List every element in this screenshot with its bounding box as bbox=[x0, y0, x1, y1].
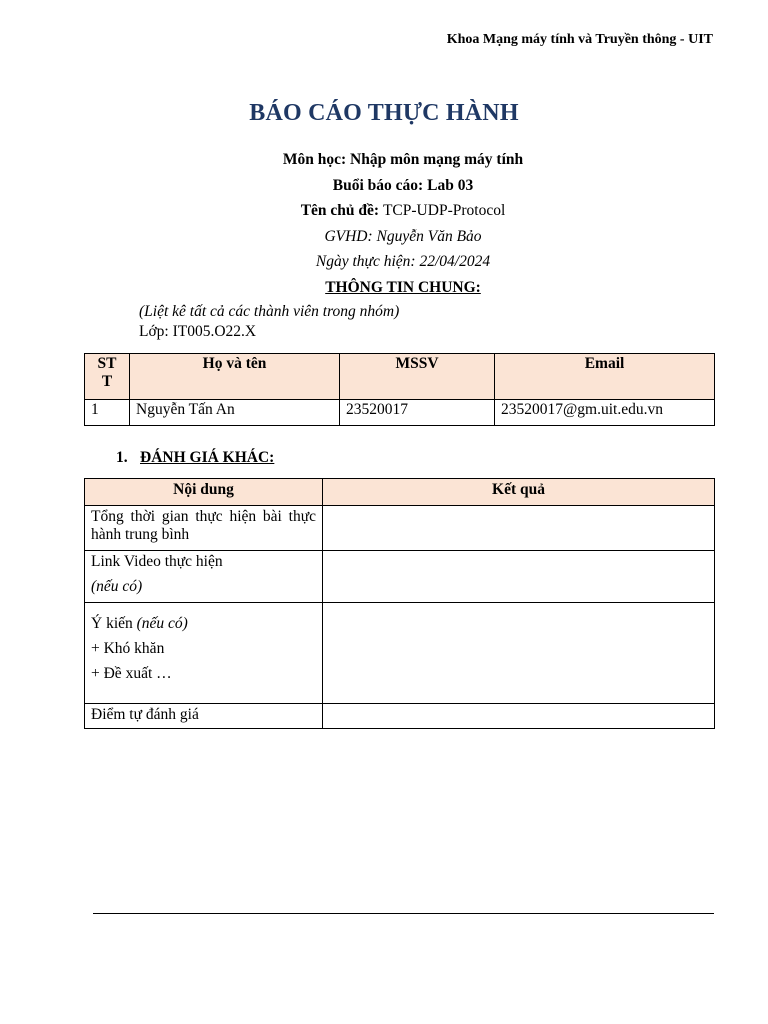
opinion-label: Ý kiến bbox=[91, 615, 137, 632]
members-table bbox=[84, 353, 715, 426]
session-line bbox=[0, 177, 768, 195]
cell-mssv: 23520017 bbox=[340, 400, 495, 426]
section-number: 1. bbox=[116, 449, 128, 466]
cell-time-label: Tổng thời gian thực hiện bài thực hành trung bình bbox=[85, 506, 323, 551]
table-row bbox=[85, 506, 715, 551]
cell-name: Nguyễn Tấn An bbox=[130, 400, 340, 426]
video-label: Link Video thực hiện bbox=[91, 553, 223, 570]
department-header: Khoa Mạng máy tính và Truyền thông - UIT bbox=[446, 32, 713, 47]
header-stt bbox=[85, 354, 130, 400]
header-stt-line2: T bbox=[101, 373, 113, 390]
opinion-line bbox=[91, 615, 316, 633]
header-name: Họ và tên bbox=[130, 354, 340, 400]
cell-video-result[interactable] bbox=[323, 551, 715, 603]
table-row bbox=[85, 400, 715, 426]
difficulty-line: + Khó khăn bbox=[91, 640, 165, 657]
topic-value: TCP-UDP-Protocol bbox=[382, 202, 506, 219]
date-line: Ngày thực hiện: 22/04/2024 bbox=[315, 253, 491, 270]
subject-label: Môn học: bbox=[282, 151, 351, 168]
table-row bbox=[85, 704, 715, 729]
cell-score-result[interactable] bbox=[323, 704, 715, 729]
topic-line bbox=[0, 202, 768, 220]
cell-video-label bbox=[85, 551, 323, 603]
evaluation-heading bbox=[116, 449, 274, 467]
cell-time-result[interactable] bbox=[323, 506, 715, 551]
video-note: (nếu có) bbox=[91, 578, 143, 595]
cell-opinion-label bbox=[85, 603, 323, 704]
header-content: Nội dung bbox=[85, 479, 323, 506]
table-row bbox=[85, 603, 715, 704]
cell-stt: 1 bbox=[85, 400, 130, 426]
header-stt-line1: ST bbox=[97, 355, 117, 372]
footer-divider bbox=[93, 913, 714, 914]
header-email: Email bbox=[495, 354, 715, 400]
opinion-note: (nếu có) bbox=[136, 615, 188, 632]
general-info-heading: THÔNG TIN CHUNG: bbox=[325, 279, 481, 296]
table-row bbox=[85, 551, 715, 603]
suggestion-line: + Đề xuất … bbox=[91, 665, 172, 682]
class-line: Lớp: IT005.O22.X bbox=[139, 323, 257, 340]
subject-line bbox=[0, 151, 768, 169]
subject-value: Nhập môn mạng máy tính bbox=[350, 151, 524, 168]
instructor-line: GVHD: Nguyễn Văn Bảo bbox=[324, 228, 482, 245]
session-value: Lab 03 bbox=[427, 177, 474, 194]
session-label: Buổi báo cáo: bbox=[332, 177, 428, 194]
cell-opinion-result[interactable] bbox=[323, 603, 715, 704]
cell-score-label: Điểm tự đánh giá bbox=[85, 704, 323, 729]
evaluation-table bbox=[84, 478, 715, 729]
report-title: BÁO CÁO THỰC HÀNH bbox=[249, 100, 519, 126]
members-note: (Liệt kê tất cả các thành viên trong nhóm) bbox=[139, 303, 400, 320]
evaluation-header-row bbox=[85, 479, 715, 506]
section-title: ĐÁNH GIÁ KHÁC: bbox=[140, 449, 275, 466]
members-header-row bbox=[85, 354, 715, 400]
cell-email: 23520017@gm.uit.edu.vn bbox=[495, 400, 715, 426]
header-result: Kết quả bbox=[323, 479, 715, 506]
header-mssv: MSSV bbox=[340, 354, 495, 400]
topic-label: Tên chủ đề: bbox=[300, 202, 383, 219]
